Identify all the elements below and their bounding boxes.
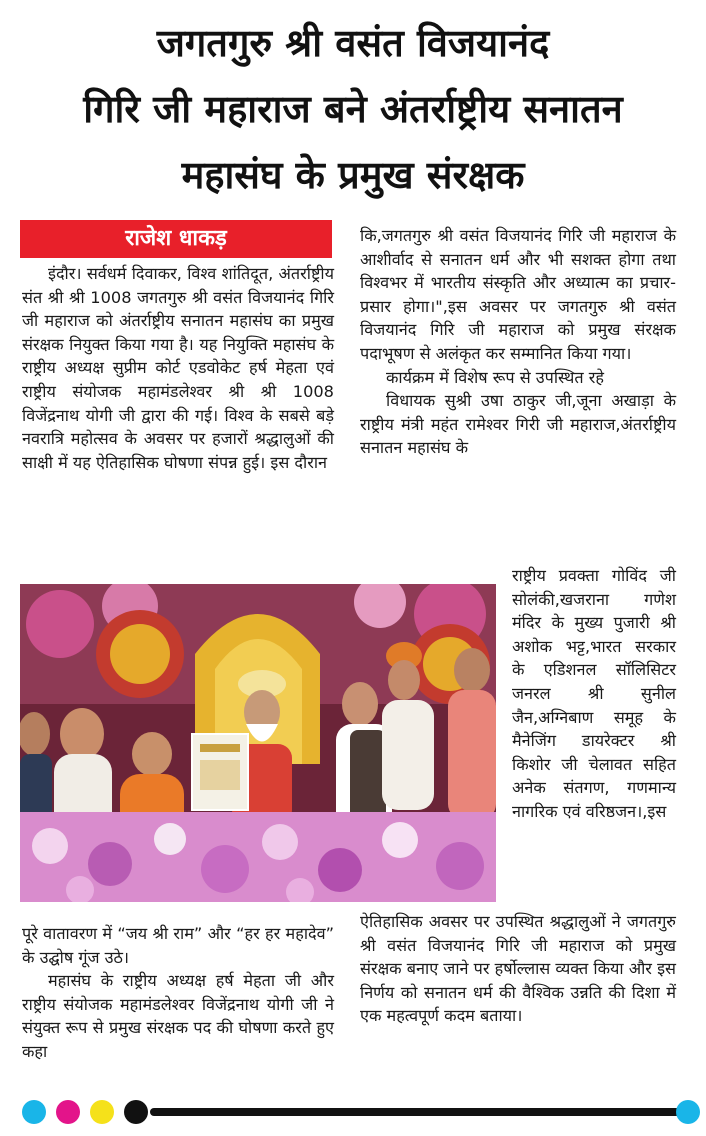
black-dot-icon [124,1100,148,1124]
column-5-paragraph-1: पूरे वातावरण में “जय श्री राम” और “हर हर महादेव” के उद्घोष गूंज उठे। [22,924,334,967]
column-2-paragraph-2: कार्यक्रम में विशेष रूप से उपस्थित रहे [386,367,604,387]
column-4-text: ऐतिहासिक अवसर पर उपस्थित श्रद्धालुओं ने जगतगुरु श्री वसंत विजयानंद गिरि जी महाराज को प्रमुख संरक्षक बनाए जाने पर हर्षोल्लास व्यक्त किया और इस निर्णय को सनातन धर्म की वैश्विक उन्नति की दिशा में एक महत्वपूर्ण कदम बताया। [360,912,676,1026]
byline: राजेश धाकड़ [20,220,332,258]
article-column-3 [512,564,676,824]
cyan-end-dot-icon [676,1100,700,1124]
headline-line-2: गिरि जी महाराज बने अंतर्राष्ट्रीय सनातन [83,87,623,131]
registration-marks [0,1092,706,1132]
event-photo [20,584,496,902]
article-column-2 [360,224,676,460]
column-3-text: राष्ट्रीय प्रवक्ता गोविंद जी सोलंकी,खजराना गणेश मंदिर के मुख्य पुजारी श्री अशोक भट्ट,भारत सरकार के एडिशनल सॉलिसिटर जनरल श्री सुनील जैन,अग्निबाण समूह के मैनेजिंग डायरेक्टर श्री किशोर जी चेलावत सहित अनेक संतगण, गणमान्य नागरिक एवं वरिष्ठजन।,इस [512,566,676,821]
column-1-text: इंदौर। सर्वधर्म दिवाकर, विश्व शांतिदूत, अंतर्राष्ट्रीय संत श्री श्री 1008 जगतगुरु श्री वसंत विजयानंद गिरि जी महाराज को अंतर्राष्ट्रीय सनातन महासंघ का प्रमुख संरक्षक नियुक्त किया गया है। यह नियुक्ति महासंघ के राष्ट्रीय अध्यक्ष सुप्रीम कोर्ट एडवोकेट हर्ष मेहता एवं राष्ट्रीय संयोजक महामंडलेश्वर श्री श्री 1008 विजेंद्रनाथ योगी जी द्वारा की गई। विश्व के सबसे बड़े नवरात्रि महोत्सव के अवसर पर हजारों श्रद्धालुओं की साक्षी में यह ऐतिहासिक घोषणा संपन्न हुई। इस दौरान [22,264,334,472]
rule-line [150,1108,680,1116]
magenta-dot-icon [56,1100,80,1124]
event-photo-illustration [20,584,496,902]
headline-line-1: जगतगुरु श्री वसंत विजयानंद [156,21,550,65]
article-column-5 [22,922,334,1064]
headline-line-3: महासंघ के प्रमुख संरक्षक [181,153,525,197]
cyan-dot-icon [22,1100,46,1124]
column-2-paragraph-3: विधायक सुश्री उषा ठाकुर जी,जूना अखाड़ा के राष्ट्रीय मंत्री महंत रामेश्वर गिरी जी महाराज,अंतर्राष्ट्रीय सनातन महासंघ के [360,391,676,458]
headline [10,10,696,208]
article-column-4 [360,910,676,1028]
article-column-1 [22,262,334,474]
column-2-paragraph-1: कि,जगतगुरु श्री वसंत विजयानंद गिरि जी महाराज के आशीर्वाद से सनातन धर्म और भी सशक्त होगा तथा विश्वभर में भारतीय संस्कृति और अध्यात्म का प्रचार-प्रसार होगा।",इस अवसर पर जगतगुरु श्री वसंत विजयानंद गिरि जी महाराज को प्रमुख संरक्षक पदाभूषण से अलंकृत कर सम्मानित किया गया। [360,226,676,363]
column-5-paragraph-2: महासंघ के राष्ट्रीय अध्यक्ष हर्ष मेहता जी और राष्ट्रीय संयोजक महामंडलेश्वर विजेंद्रनाथ योगी जी ने संयुक्त रूप से प्रमुख संरक्षक पद की घोषणा करते हुए कहा [22,971,334,1061]
yellow-dot-icon [90,1100,114,1124]
print-registration-footer [0,1092,706,1132]
